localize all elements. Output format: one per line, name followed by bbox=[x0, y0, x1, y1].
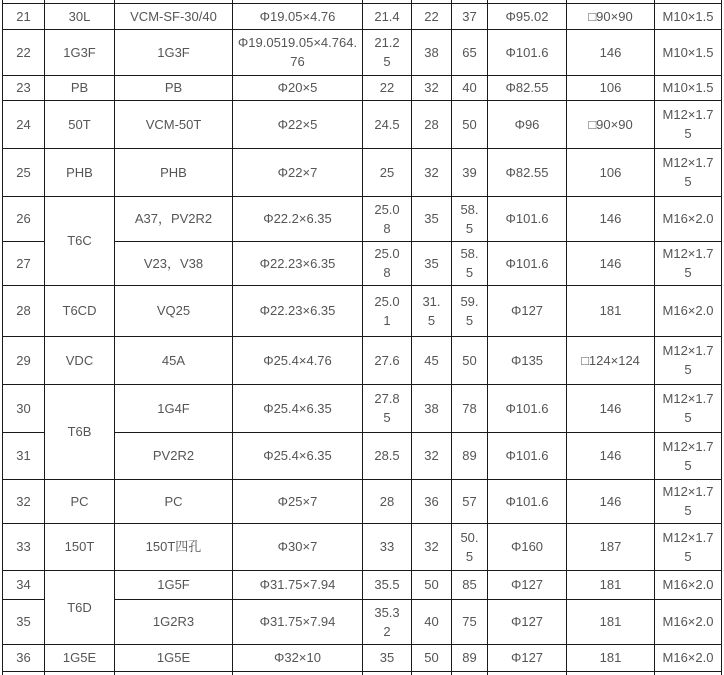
cell-model: 1G5F bbox=[115, 570, 233, 599]
cell-dim: Φ25.4×4.76 bbox=[233, 336, 363, 384]
cell-mount: □90×90 bbox=[567, 100, 655, 148]
cell-no: 27 bbox=[3, 241, 45, 285]
cell-no: 21 bbox=[3, 3, 45, 29]
cell-no: 25 bbox=[3, 148, 45, 196]
cell-series: 50T bbox=[45, 100, 115, 148]
cell-series: PC bbox=[45, 479, 115, 523]
empty-cell bbox=[452, 671, 488, 675]
cell-dia: Φ127 bbox=[488, 285, 567, 336]
cell-thread: M16×2.0 bbox=[655, 599, 722, 644]
empty-cell bbox=[655, 671, 722, 675]
cell-val1: 25.01 bbox=[363, 285, 412, 336]
cell-dia: Φ82.55 bbox=[488, 75, 567, 100]
cell-dia: Φ82.55 bbox=[488, 148, 567, 196]
table-row bbox=[3, 384, 722, 432]
table-row bbox=[3, 570, 722, 599]
empty-cell bbox=[45, 671, 115, 675]
cell-val1: 28.5 bbox=[363, 432, 412, 479]
cell-val2: 32 bbox=[412, 523, 452, 570]
cell-thread: M10×1.5 bbox=[655, 29, 722, 75]
cell-thread: M12×1.75 bbox=[655, 241, 722, 285]
empty-cell bbox=[488, 671, 567, 675]
cell-val3: 40 bbox=[452, 75, 488, 100]
cell-mount: 181 bbox=[567, 599, 655, 644]
cell-series: PB bbox=[45, 75, 115, 100]
cell-mount: 146 bbox=[567, 432, 655, 479]
cell-dia: Φ101.6 bbox=[488, 384, 567, 432]
cell-val2: 40 bbox=[412, 599, 452, 644]
cell-mount: 146 bbox=[567, 241, 655, 285]
cell-val3: 50.5 bbox=[452, 523, 488, 570]
cell-no: 36 bbox=[3, 644, 45, 671]
cell-model: 1G5E bbox=[115, 644, 233, 671]
cell-dim: Φ22×7 bbox=[233, 148, 363, 196]
table-row bbox=[3, 336, 722, 384]
cell-val3: 75 bbox=[452, 599, 488, 644]
cell-val1: 33 bbox=[363, 523, 412, 570]
cell-val3: 85 bbox=[452, 570, 488, 599]
empty-cell bbox=[363, 671, 412, 675]
empty-cell bbox=[115, 671, 233, 675]
cell-val1: 25.08 bbox=[363, 196, 412, 241]
cell-thread: M12×1.75 bbox=[655, 100, 722, 148]
table-row bbox=[3, 523, 722, 570]
cell-no: 23 bbox=[3, 75, 45, 100]
cell-val3: 37 bbox=[452, 3, 488, 29]
cell-mount: 146 bbox=[567, 384, 655, 432]
cell-dia: Φ101.6 bbox=[488, 196, 567, 241]
cell-mount: 106 bbox=[567, 148, 655, 196]
cell-val2: 35 bbox=[412, 241, 452, 285]
cell-dia: Φ127 bbox=[488, 644, 567, 671]
cell-mount: 106 bbox=[567, 75, 655, 100]
cell-thread: M16×2.0 bbox=[655, 570, 722, 599]
cell-dim: Φ22×5 bbox=[233, 100, 363, 148]
cell-dim: Φ31.75×7.94 bbox=[233, 570, 363, 599]
cell-val2: 32 bbox=[412, 75, 452, 100]
cell-model: PB bbox=[115, 75, 233, 100]
empty-cell bbox=[412, 671, 452, 675]
cell-mount: 181 bbox=[567, 644, 655, 671]
cell-thread: M12×1.75 bbox=[655, 432, 722, 479]
cell-val1: 21.4 bbox=[363, 3, 412, 29]
empty-cell bbox=[233, 671, 363, 675]
cell-val2: 45 bbox=[412, 336, 452, 384]
cell-thread: M12×1.75 bbox=[655, 479, 722, 523]
cell-series: 1G5E bbox=[45, 644, 115, 671]
cell-no: 28 bbox=[3, 285, 45, 336]
cell-model: PV2R2 bbox=[115, 432, 233, 479]
cell-mount: 146 bbox=[567, 29, 655, 75]
cell-dim: Φ25.4×6.35 bbox=[233, 384, 363, 432]
cell-dia: Φ160 bbox=[488, 523, 567, 570]
cell-dim: Φ22.23×6.35 bbox=[233, 285, 363, 336]
cell-model: PC bbox=[115, 479, 233, 523]
cell-no: 35 bbox=[3, 599, 45, 644]
cell-val1: 35.5 bbox=[363, 570, 412, 599]
cell-mount: 181 bbox=[567, 570, 655, 599]
cell-val2: 32 bbox=[412, 432, 452, 479]
cell-model: A37，PV2R2 bbox=[115, 196, 233, 241]
cell-dim: Φ30×7 bbox=[233, 523, 363, 570]
cell-val2: 32 bbox=[412, 148, 452, 196]
cell-mount: 181 bbox=[567, 285, 655, 336]
cell-thread: M16×2.0 bbox=[655, 196, 722, 241]
cell-model: 45A bbox=[115, 336, 233, 384]
cell-val2: 35 bbox=[412, 196, 452, 241]
cell-no: 22 bbox=[3, 29, 45, 75]
cell-val1: 25 bbox=[363, 148, 412, 196]
cell-mount: □90×90 bbox=[567, 3, 655, 29]
cell-mount: □124×124 bbox=[567, 336, 655, 384]
cell-thread: M10×1.5 bbox=[655, 75, 722, 100]
cell-model: 1G2R3 bbox=[115, 599, 233, 644]
empty-cell bbox=[567, 671, 655, 675]
cell-val2: 50 bbox=[412, 644, 452, 671]
cell-thread: M16×2.0 bbox=[655, 285, 722, 336]
cell-val1: 21.25 bbox=[363, 29, 412, 75]
cell-dim: Φ22.23×6.35 bbox=[233, 241, 363, 285]
cell-dia: Φ95.02 bbox=[488, 3, 567, 29]
cell-dim: Φ25.4×6.35 bbox=[233, 432, 363, 479]
cell-mount: 146 bbox=[567, 479, 655, 523]
cell-model: 1G4F bbox=[115, 384, 233, 432]
table-row bbox=[3, 3, 722, 29]
cell-series: T6B bbox=[45, 384, 115, 479]
table-row bbox=[3, 196, 722, 241]
cell-series: 1G3F bbox=[45, 29, 115, 75]
cell-thread: M12×1.75 bbox=[655, 384, 722, 432]
cell-series: T6D bbox=[45, 570, 115, 644]
cell-val2: 38 bbox=[412, 384, 452, 432]
table-row bbox=[3, 100, 722, 148]
cell-model: 150T四孔 bbox=[115, 523, 233, 570]
cell-dia: Φ127 bbox=[488, 599, 567, 644]
cell-model: 1G3F bbox=[115, 29, 233, 75]
cell-val3: 50 bbox=[452, 100, 488, 148]
cell-val3: 78 bbox=[452, 384, 488, 432]
cell-val2: 36 bbox=[412, 479, 452, 523]
cell-dim: Φ22.2×6.35 bbox=[233, 196, 363, 241]
cell-mount: 187 bbox=[567, 523, 655, 570]
cell-series: 30L bbox=[45, 3, 115, 29]
cell-val2: 28 bbox=[412, 100, 452, 148]
cell-val3: 58.5 bbox=[452, 196, 488, 241]
clipped-partial-row bbox=[3, 671, 722, 675]
cell-model: VQ25 bbox=[115, 285, 233, 336]
cell-val2: 31.5 bbox=[412, 285, 452, 336]
cell-no: 32 bbox=[3, 479, 45, 523]
cell-series: T6CD bbox=[45, 285, 115, 336]
cell-dia: Φ96 bbox=[488, 100, 567, 148]
cell-model: VCM-SF-30/40 bbox=[115, 3, 233, 29]
cell-val1: 27.85 bbox=[363, 384, 412, 432]
cell-series: PHB bbox=[45, 148, 115, 196]
cell-dia: Φ135 bbox=[488, 336, 567, 384]
cell-model: VCM-50T bbox=[115, 100, 233, 148]
cell-dia: Φ101.6 bbox=[488, 432, 567, 479]
cell-val2: 38 bbox=[412, 29, 452, 75]
empty-cell bbox=[3, 671, 45, 675]
cell-no: 24 bbox=[3, 100, 45, 148]
cell-no: 30 bbox=[3, 384, 45, 432]
cell-series: 150T bbox=[45, 523, 115, 570]
spec-table bbox=[2, 0, 722, 675]
cell-dim: Φ19.05×4.76 bbox=[233, 3, 363, 29]
cell-val1: 35 bbox=[363, 644, 412, 671]
cell-val1: 22 bbox=[363, 75, 412, 100]
cell-val3: 65 bbox=[452, 29, 488, 75]
cell-thread: M12×1.75 bbox=[655, 336, 722, 384]
cell-dim: Φ20×5 bbox=[233, 75, 363, 100]
cell-val3: 58.5 bbox=[452, 241, 488, 285]
cell-val2: 22 bbox=[412, 3, 452, 29]
cell-val3: 57 bbox=[452, 479, 488, 523]
cell-val3: 89 bbox=[452, 432, 488, 479]
cell-dia: Φ101.6 bbox=[488, 479, 567, 523]
cell-val3: 59.5 bbox=[452, 285, 488, 336]
cell-val1: 25.08 bbox=[363, 241, 412, 285]
table-row bbox=[3, 644, 722, 671]
cell-dia: Φ101.6 bbox=[488, 241, 567, 285]
cell-thread: M10×1.5 bbox=[655, 3, 722, 29]
table-row bbox=[3, 285, 722, 336]
table-row bbox=[3, 75, 722, 100]
cell-no: 34 bbox=[3, 570, 45, 599]
cell-dia: Φ101.6 bbox=[488, 29, 567, 75]
cell-val1: 28 bbox=[363, 479, 412, 523]
cell-dim: Φ19.0519.05×4.764.76 bbox=[233, 29, 363, 75]
cell-dim: Φ25×7 bbox=[233, 479, 363, 523]
cell-no: 26 bbox=[3, 196, 45, 241]
cell-val3: 89 bbox=[452, 644, 488, 671]
table-row bbox=[3, 29, 722, 75]
table-row bbox=[3, 148, 722, 196]
cell-mount: 146 bbox=[567, 196, 655, 241]
cell-dim: Φ31.75×7.94 bbox=[233, 599, 363, 644]
cell-thread: M12×1.75 bbox=[655, 523, 722, 570]
cell-thread: M16×2.0 bbox=[655, 644, 722, 671]
cell-model: V23，V38 bbox=[115, 241, 233, 285]
cell-no: 33 bbox=[3, 523, 45, 570]
cell-val3: 39 bbox=[452, 148, 488, 196]
cell-dia: Φ127 bbox=[488, 570, 567, 599]
cell-dim: Φ32×10 bbox=[233, 644, 363, 671]
cell-val3: 50 bbox=[452, 336, 488, 384]
cell-val2: 50 bbox=[412, 570, 452, 599]
cell-no: 31 bbox=[3, 432, 45, 479]
cell-series: VDC bbox=[45, 336, 115, 384]
cell-thread: M12×1.75 bbox=[655, 148, 722, 196]
cell-no: 29 bbox=[3, 336, 45, 384]
table-row bbox=[3, 479, 722, 523]
cell-val1: 35.32 bbox=[363, 599, 412, 644]
cell-model: PHB bbox=[115, 148, 233, 196]
cell-val1: 27.6 bbox=[363, 336, 412, 384]
cell-val1: 24.5 bbox=[363, 100, 412, 148]
cell-series: T6C bbox=[45, 196, 115, 285]
